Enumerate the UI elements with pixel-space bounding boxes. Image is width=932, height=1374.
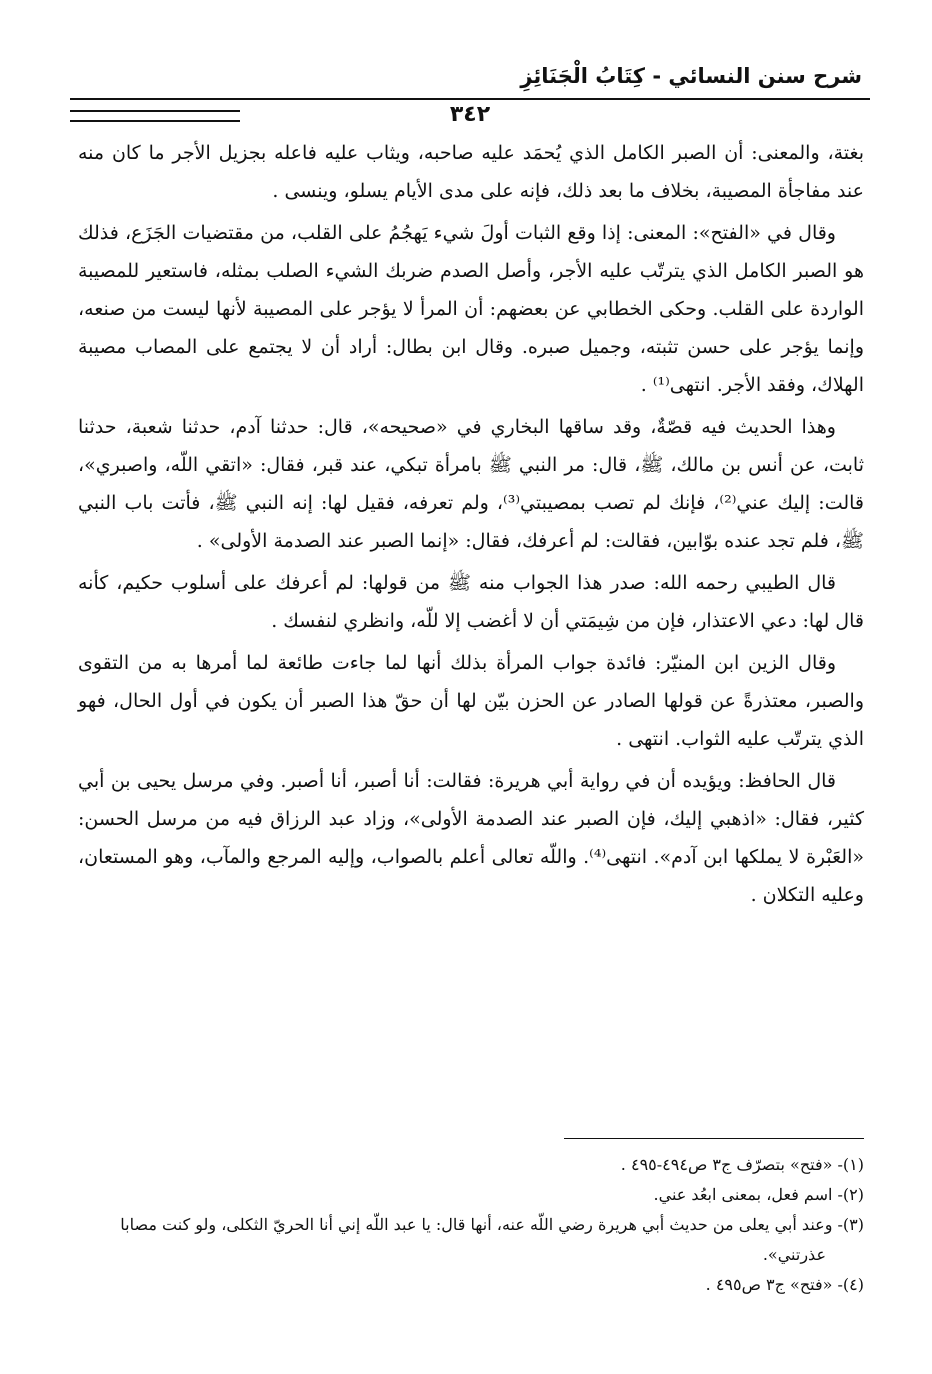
paragraph-6: قال الحافظ: ويؤيده أن في رواية أبي هريرة: فقالت: أنا أصبر، أنا أصبر. وفي مرسل يحيى بن أبي كثير، فقال: «اذهبي إليك، فإن الصبر عند الصدمة الأولى»، وزاد عبد الرزاق فيه من مرسل الحسن: «العَبْرة لا يملكها ابن آدم». انتهى⁽⁴⁾. واللّه تعالى أعلم بالصواب، وإليه المرجع والمآب، وهو المستعان، وعليه التكلان . — [78, 770, 864, 906]
footnote-2: (٢)- اسم فعل، بمعنى ابعُد عني. — [653, 1185, 864, 1204]
running-title: شرح سنن النسائي - كِتَابُ الْجَنَائِزِ — [520, 64, 862, 88]
footnotes — [78, 1150, 864, 1300]
footnote-3: (٣)- وعند أبي يعلى من حديث أبي هريرة رضي اللّه عنه، أنها قال: يا عبد اللّه إني أنا الحريّ الثكلى، ولو كنت مصابا عذرتني». — [120, 1215, 864, 1264]
footnote-1: (١)- «فتح» بتصرّف ج٣ ص٤٩٤-٤٩٥ . — [620, 1155, 864, 1174]
paragraph-3: وهذا الحديث فيه قصّةٌ، وقد ساقها البخاري في «صحيحه»، قال: حدثنا آدم، حدثنا شعبة، حدثنا ثابت، عن أنس بن مالك، ﷺ، قال: مر النبي ﷺ بامرأة تبكي، عند قبر، فقال: «اتقي اللّه، واصبري»، قالت: إليك عني⁽²⁾، فإنك لم تصب بمصيبتي⁽³⁾، ولم تعرفه، فقيل لها: إنه النبي ﷺ، فأتت باب النبي ﷺ، فلم تجد عنده بوّابين، فقالت: لم أعرفك، فقال: «إنما الصبر عند الصدمة الأولى» . — [78, 416, 865, 552]
paragraph-4: قال الطيبي رحمه الله: صدر هذا الجواب منه ﷺ من قولها: لم أعرفك على أسلوب حكيم، كأنه قال لها: دعي الاعتذار، فإن من شِيمَتي أن لا أغضب إلا للّه، وانظري لنفسك . — [78, 572, 864, 632]
header-rule — [70, 98, 870, 100]
footnote-separator — [564, 1138, 864, 1139]
paragraph-5: وقال الزين ابن المنيّر: فائدة جواب المرأة بذلك أنها لما جاءت طائعة لما أمرها به من التقوى والصبر، معتذرةً عن قولها الصادر عن الحزن بيّن لها أن حقّ هذا الصبر أن يكون في أول الحال، فهو الذي يترتّب عليه الثواب. انتهى . — [78, 652, 864, 750]
paragraph-2: وقال في «الفتح»: المعنى: إذا وقع الثبات أولَ شيء يَهجُمُ على القلب، من مقتضيات الجَزَع، فذلك هو الصبر الكامل الذي يترتّب عليه الأجر، وأصل الصدم ضربك الشيء الصلب بمثله، فاستعير للمصيبة الواردة على القلب. وحكى الخطابي عن بعضهم: أن المرأ لا يؤجر على المصيبة لأنها ليست من صنعه، وإنما يؤجر على حسن تثبته، وجميل صبره. وقال ابن بطال: أراد أن لا يجتمع على المصاب مصيبة الهلاك، وفقد الأجر. انتهى⁽¹⁾ . — [78, 222, 864, 396]
page-header — [70, 58, 870, 128]
header-double-rule — [70, 110, 240, 122]
paragraph-1: بغتة، والمعنى: أن الصبر الكامل الذي يُحمَد عليه صاحبه، ويثاب عليه فاعله بجزيل الأجر ما كان منه عند مفاجأة المصيبة، بخلاف ما بعد ذلك، فإنه على مدى الأيام يسلو، وينسى . — [78, 142, 864, 202]
main-text — [78, 134, 864, 918]
page-number: ٣٤٢ — [438, 102, 502, 127]
footnote-4: (٤)- «فتح» ج٣ ص٤٩٥ . — [705, 1275, 864, 1294]
